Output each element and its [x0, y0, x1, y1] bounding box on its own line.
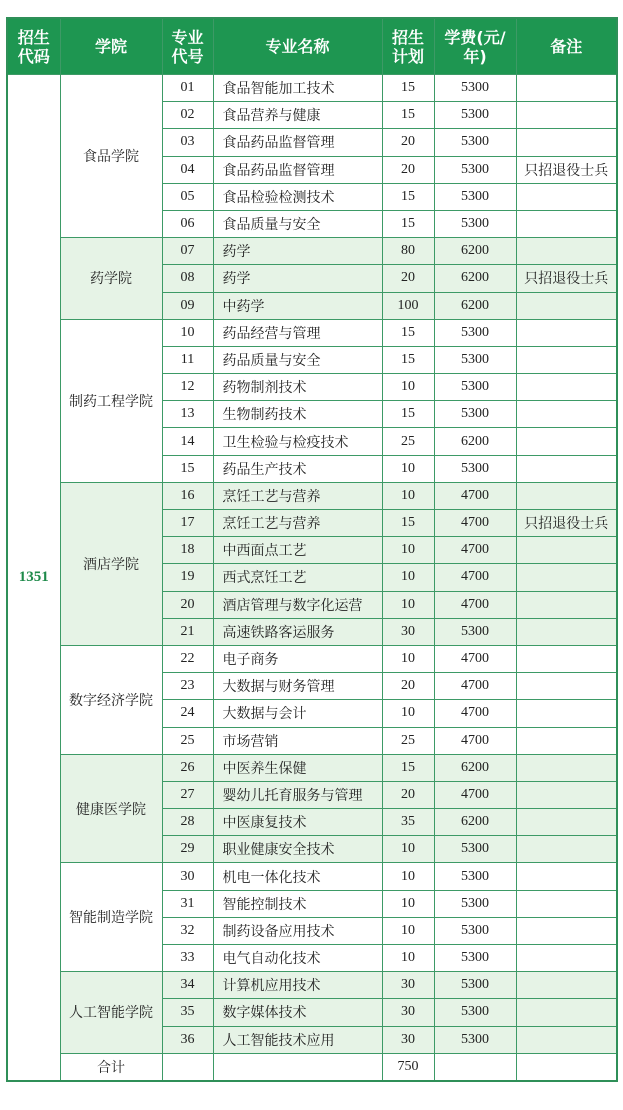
fee-cell: 5300	[434, 156, 516, 183]
fee-cell: 4700	[434, 727, 516, 754]
plan-cell: 10	[382, 537, 434, 564]
plan-cell: 15	[382, 102, 434, 129]
plan-cell: 15	[382, 75, 434, 102]
plan-cell: 30	[382, 999, 434, 1026]
major-code-cell: 10	[162, 319, 213, 346]
major-name-cell: 食品检验检测技术	[213, 183, 382, 210]
fee-cell: 4700	[434, 537, 516, 564]
major-code-cell: 14	[162, 428, 213, 455]
major-name-cell: 药品生产技术	[213, 455, 382, 482]
major-code-cell: 19	[162, 564, 213, 591]
fee-cell: 5300	[434, 102, 516, 129]
major-code-cell: 03	[162, 129, 213, 156]
header-fee: 学费(元/年)	[434, 18, 516, 75]
plan-cell: 10	[382, 455, 434, 482]
college-name-cell: 食品学院	[60, 75, 162, 238]
major-code-cell: 20	[162, 591, 213, 618]
header-college: 学院	[60, 18, 162, 75]
major-code-cell: 17	[162, 510, 213, 537]
college-name-cell: 制药工程学院	[60, 319, 162, 482]
fee-cell: 5300	[434, 945, 516, 972]
fee-cell: 4700	[434, 781, 516, 808]
fee-cell: 5300	[434, 75, 516, 102]
empty-cell	[213, 1053, 382, 1081]
fee-cell: 6200	[434, 238, 516, 265]
plan-cell: 20	[382, 673, 434, 700]
note-cell	[516, 428, 617, 455]
note-cell	[516, 673, 617, 700]
major-code-cell: 25	[162, 727, 213, 754]
note-cell: 只招退役士兵	[516, 510, 617, 537]
plan-cell: 10	[382, 945, 434, 972]
plan-cell: 15	[382, 346, 434, 373]
major-name-cell: 生物制药技术	[213, 401, 382, 428]
plan-cell: 10	[382, 890, 434, 917]
major-name-cell: 中西面点工艺	[213, 537, 382, 564]
major-name-cell: 高速铁路客运服务	[213, 618, 382, 645]
major-code-cell: 24	[162, 700, 213, 727]
table-row	[7, 863, 617, 890]
note-cell	[516, 455, 617, 482]
plan-cell: 20	[382, 781, 434, 808]
major-code-cell: 35	[162, 999, 213, 1026]
major-name-cell: 烹饪工艺与营养	[213, 482, 382, 509]
major-name-cell: 职业健康安全技术	[213, 836, 382, 863]
note-cell	[516, 945, 617, 972]
fee-cell: 6200	[434, 428, 516, 455]
major-name-cell: 烹饪工艺与营养	[213, 510, 382, 537]
major-code-cell: 28	[162, 809, 213, 836]
note-cell	[516, 700, 617, 727]
header-enrollment-code: 招生代码	[7, 18, 60, 75]
fee-cell: 5300	[434, 863, 516, 890]
major-code-cell: 33	[162, 945, 213, 972]
fee-cell: 5300	[434, 401, 516, 428]
note-cell	[516, 890, 617, 917]
note-cell	[516, 1026, 617, 1053]
plan-cell: 10	[382, 564, 434, 591]
plan-cell: 15	[382, 401, 434, 428]
note-cell	[516, 292, 617, 319]
fee-cell: 5300	[434, 455, 516, 482]
table-header-row	[7, 18, 617, 75]
major-name-cell: 人工智能技术应用	[213, 1026, 382, 1053]
note-cell	[516, 917, 617, 944]
major-name-cell: 食品质量与安全	[213, 210, 382, 237]
plan-cell: 30	[382, 972, 434, 999]
major-name-cell: 电气自动化技术	[213, 945, 382, 972]
empty-cell	[434, 1053, 516, 1081]
major-code-cell: 18	[162, 537, 213, 564]
major-name-cell: 制药设备应用技术	[213, 917, 382, 944]
total-plan-cell: 750	[382, 1053, 434, 1081]
note-cell	[516, 999, 617, 1026]
major-code-cell: 01	[162, 75, 213, 102]
plan-cell: 25	[382, 727, 434, 754]
enrollment-code-cell: 1351	[7, 75, 60, 1081]
table-row	[7, 319, 617, 346]
college-name-cell: 智能制造学院	[60, 863, 162, 972]
major-name-cell: 婴幼儿托育服务与管理	[213, 781, 382, 808]
major-code-cell: 31	[162, 890, 213, 917]
note-cell	[516, 346, 617, 373]
major-name-cell: 食品药品监督管理	[213, 156, 382, 183]
major-name-cell: 酒店管理与数字化运营	[213, 591, 382, 618]
header-plan: 招生计划	[382, 18, 434, 75]
plan-cell: 10	[382, 917, 434, 944]
plan-cell: 20	[382, 129, 434, 156]
plan-cell: 10	[382, 836, 434, 863]
fee-cell: 5300	[434, 618, 516, 645]
major-name-cell: 大数据与财务管理	[213, 673, 382, 700]
major-name-cell: 药物制剂技术	[213, 374, 382, 401]
major-code-cell: 29	[162, 836, 213, 863]
major-name-cell: 西式烹饪工艺	[213, 564, 382, 591]
fee-cell: 5300	[434, 374, 516, 401]
table-row	[7, 75, 617, 102]
note-cell	[516, 781, 617, 808]
note-cell	[516, 645, 617, 672]
enrollment-plan-table	[6, 17, 618, 1082]
fee-cell: 6200	[434, 265, 516, 292]
plan-cell: 10	[382, 374, 434, 401]
major-code-cell: 08	[162, 265, 213, 292]
fee-cell: 4700	[434, 482, 516, 509]
major-name-cell: 中医养生保健	[213, 754, 382, 781]
major-code-cell: 06	[162, 210, 213, 237]
fee-cell: 5300	[434, 917, 516, 944]
fee-cell: 6200	[434, 809, 516, 836]
major-code-cell: 07	[162, 238, 213, 265]
note-cell: 只招退役士兵	[516, 265, 617, 292]
college-name-cell: 数字经济学院	[60, 645, 162, 754]
major-name-cell: 电子商务	[213, 645, 382, 672]
fee-cell: 5300	[434, 890, 516, 917]
note-cell	[516, 210, 617, 237]
table-row	[7, 972, 617, 999]
note-cell	[516, 754, 617, 781]
major-code-cell: 34	[162, 972, 213, 999]
note-cell	[516, 863, 617, 890]
table-row	[7, 754, 617, 781]
empty-cell	[162, 1053, 213, 1081]
major-name-cell: 数字媒体技术	[213, 999, 382, 1026]
plan-cell: 10	[382, 863, 434, 890]
table-row	[7, 645, 617, 672]
plan-cell: 30	[382, 1026, 434, 1053]
major-name-cell: 药学	[213, 238, 382, 265]
major-code-cell: 21	[162, 618, 213, 645]
plan-cell: 80	[382, 238, 434, 265]
note-cell	[516, 102, 617, 129]
major-code-cell: 02	[162, 102, 213, 129]
major-code-cell: 27	[162, 781, 213, 808]
note-cell	[516, 319, 617, 346]
plan-cell: 10	[382, 591, 434, 618]
plan-cell: 35	[382, 809, 434, 836]
fee-cell: 6200	[434, 292, 516, 319]
fee-cell: 5300	[434, 129, 516, 156]
fee-cell: 5300	[434, 183, 516, 210]
note-cell	[516, 401, 617, 428]
college-name-cell: 人工智能学院	[60, 972, 162, 1054]
fee-cell: 4700	[434, 673, 516, 700]
plan-cell: 10	[382, 482, 434, 509]
fee-cell: 5300	[434, 346, 516, 373]
total-label-cell: 合计	[60, 1053, 162, 1081]
plan-cell: 100	[382, 292, 434, 319]
note-cell	[516, 591, 617, 618]
major-code-cell: 15	[162, 455, 213, 482]
major-code-cell: 32	[162, 917, 213, 944]
fee-cell: 5300	[434, 999, 516, 1026]
empty-cell	[516, 1053, 617, 1081]
fee-cell: 6200	[434, 754, 516, 781]
fee-cell: 5300	[434, 1026, 516, 1053]
header-note: 备注	[516, 18, 617, 75]
major-name-cell: 机电一体化技术	[213, 863, 382, 890]
plan-cell: 15	[382, 210, 434, 237]
table-row	[7, 482, 617, 509]
table-row	[7, 238, 617, 265]
note-cell	[516, 374, 617, 401]
major-code-cell: 26	[162, 754, 213, 781]
major-code-cell: 05	[162, 183, 213, 210]
fee-cell: 5300	[434, 972, 516, 999]
plan-cell: 30	[382, 618, 434, 645]
major-code-cell: 04	[162, 156, 213, 183]
major-code-cell: 23	[162, 673, 213, 700]
college-name-cell: 酒店学院	[60, 482, 162, 645]
note-cell	[516, 564, 617, 591]
major-code-cell: 36	[162, 1026, 213, 1053]
fee-cell: 4700	[434, 700, 516, 727]
major-name-cell: 大数据与会计	[213, 700, 382, 727]
major-name-cell: 食品智能加工技术	[213, 75, 382, 102]
header-major-name: 专业名称	[213, 18, 382, 75]
note-cell	[516, 537, 617, 564]
major-name-cell: 药学	[213, 265, 382, 292]
major-name-cell: 智能控制技术	[213, 890, 382, 917]
note-cell	[516, 972, 617, 999]
major-name-cell: 计算机应用技术	[213, 972, 382, 999]
major-name-cell: 卫生检验与检疫技术	[213, 428, 382, 455]
note-cell	[516, 727, 617, 754]
college-name-cell: 健康医学院	[60, 754, 162, 863]
note-cell	[516, 809, 617, 836]
major-code-cell: 22	[162, 645, 213, 672]
fee-cell: 4700	[434, 591, 516, 618]
major-name-cell: 中医康复技术	[213, 809, 382, 836]
major-name-cell: 药品经营与管理	[213, 319, 382, 346]
note-cell: 只招退役士兵	[516, 156, 617, 183]
note-cell	[516, 618, 617, 645]
fee-cell: 5300	[434, 210, 516, 237]
major-code-cell: 30	[162, 863, 213, 890]
major-code-cell: 13	[162, 401, 213, 428]
note-cell	[516, 129, 617, 156]
plan-cell: 15	[382, 510, 434, 537]
college-name-cell: 药学院	[60, 238, 162, 320]
fee-cell: 4700	[434, 645, 516, 672]
major-code-cell: 11	[162, 346, 213, 373]
major-name-cell: 中药学	[213, 292, 382, 319]
fee-cell: 5300	[434, 836, 516, 863]
plan-cell: 10	[382, 645, 434, 672]
major-name-cell: 药品质量与安全	[213, 346, 382, 373]
plan-cell: 10	[382, 700, 434, 727]
note-cell	[516, 836, 617, 863]
plan-cell: 15	[382, 754, 434, 781]
plan-cell: 25	[382, 428, 434, 455]
header-major-code: 专业代号	[162, 18, 213, 75]
note-cell	[516, 482, 617, 509]
note-cell	[516, 238, 617, 265]
plan-cell: 20	[382, 265, 434, 292]
total-row	[7, 1053, 617, 1081]
note-cell	[516, 75, 617, 102]
major-name-cell: 市场营销	[213, 727, 382, 754]
major-name-cell: 食品药品监督管理	[213, 129, 382, 156]
fee-cell: 4700	[434, 564, 516, 591]
fee-cell: 4700	[434, 510, 516, 537]
major-code-cell: 09	[162, 292, 213, 319]
plan-cell: 20	[382, 156, 434, 183]
note-cell	[516, 183, 617, 210]
plan-cell: 15	[382, 183, 434, 210]
fee-cell: 5300	[434, 319, 516, 346]
major-code-cell: 12	[162, 374, 213, 401]
major-code-cell: 16	[162, 482, 213, 509]
major-name-cell: 食品营养与健康	[213, 102, 382, 129]
plan-cell: 15	[382, 319, 434, 346]
